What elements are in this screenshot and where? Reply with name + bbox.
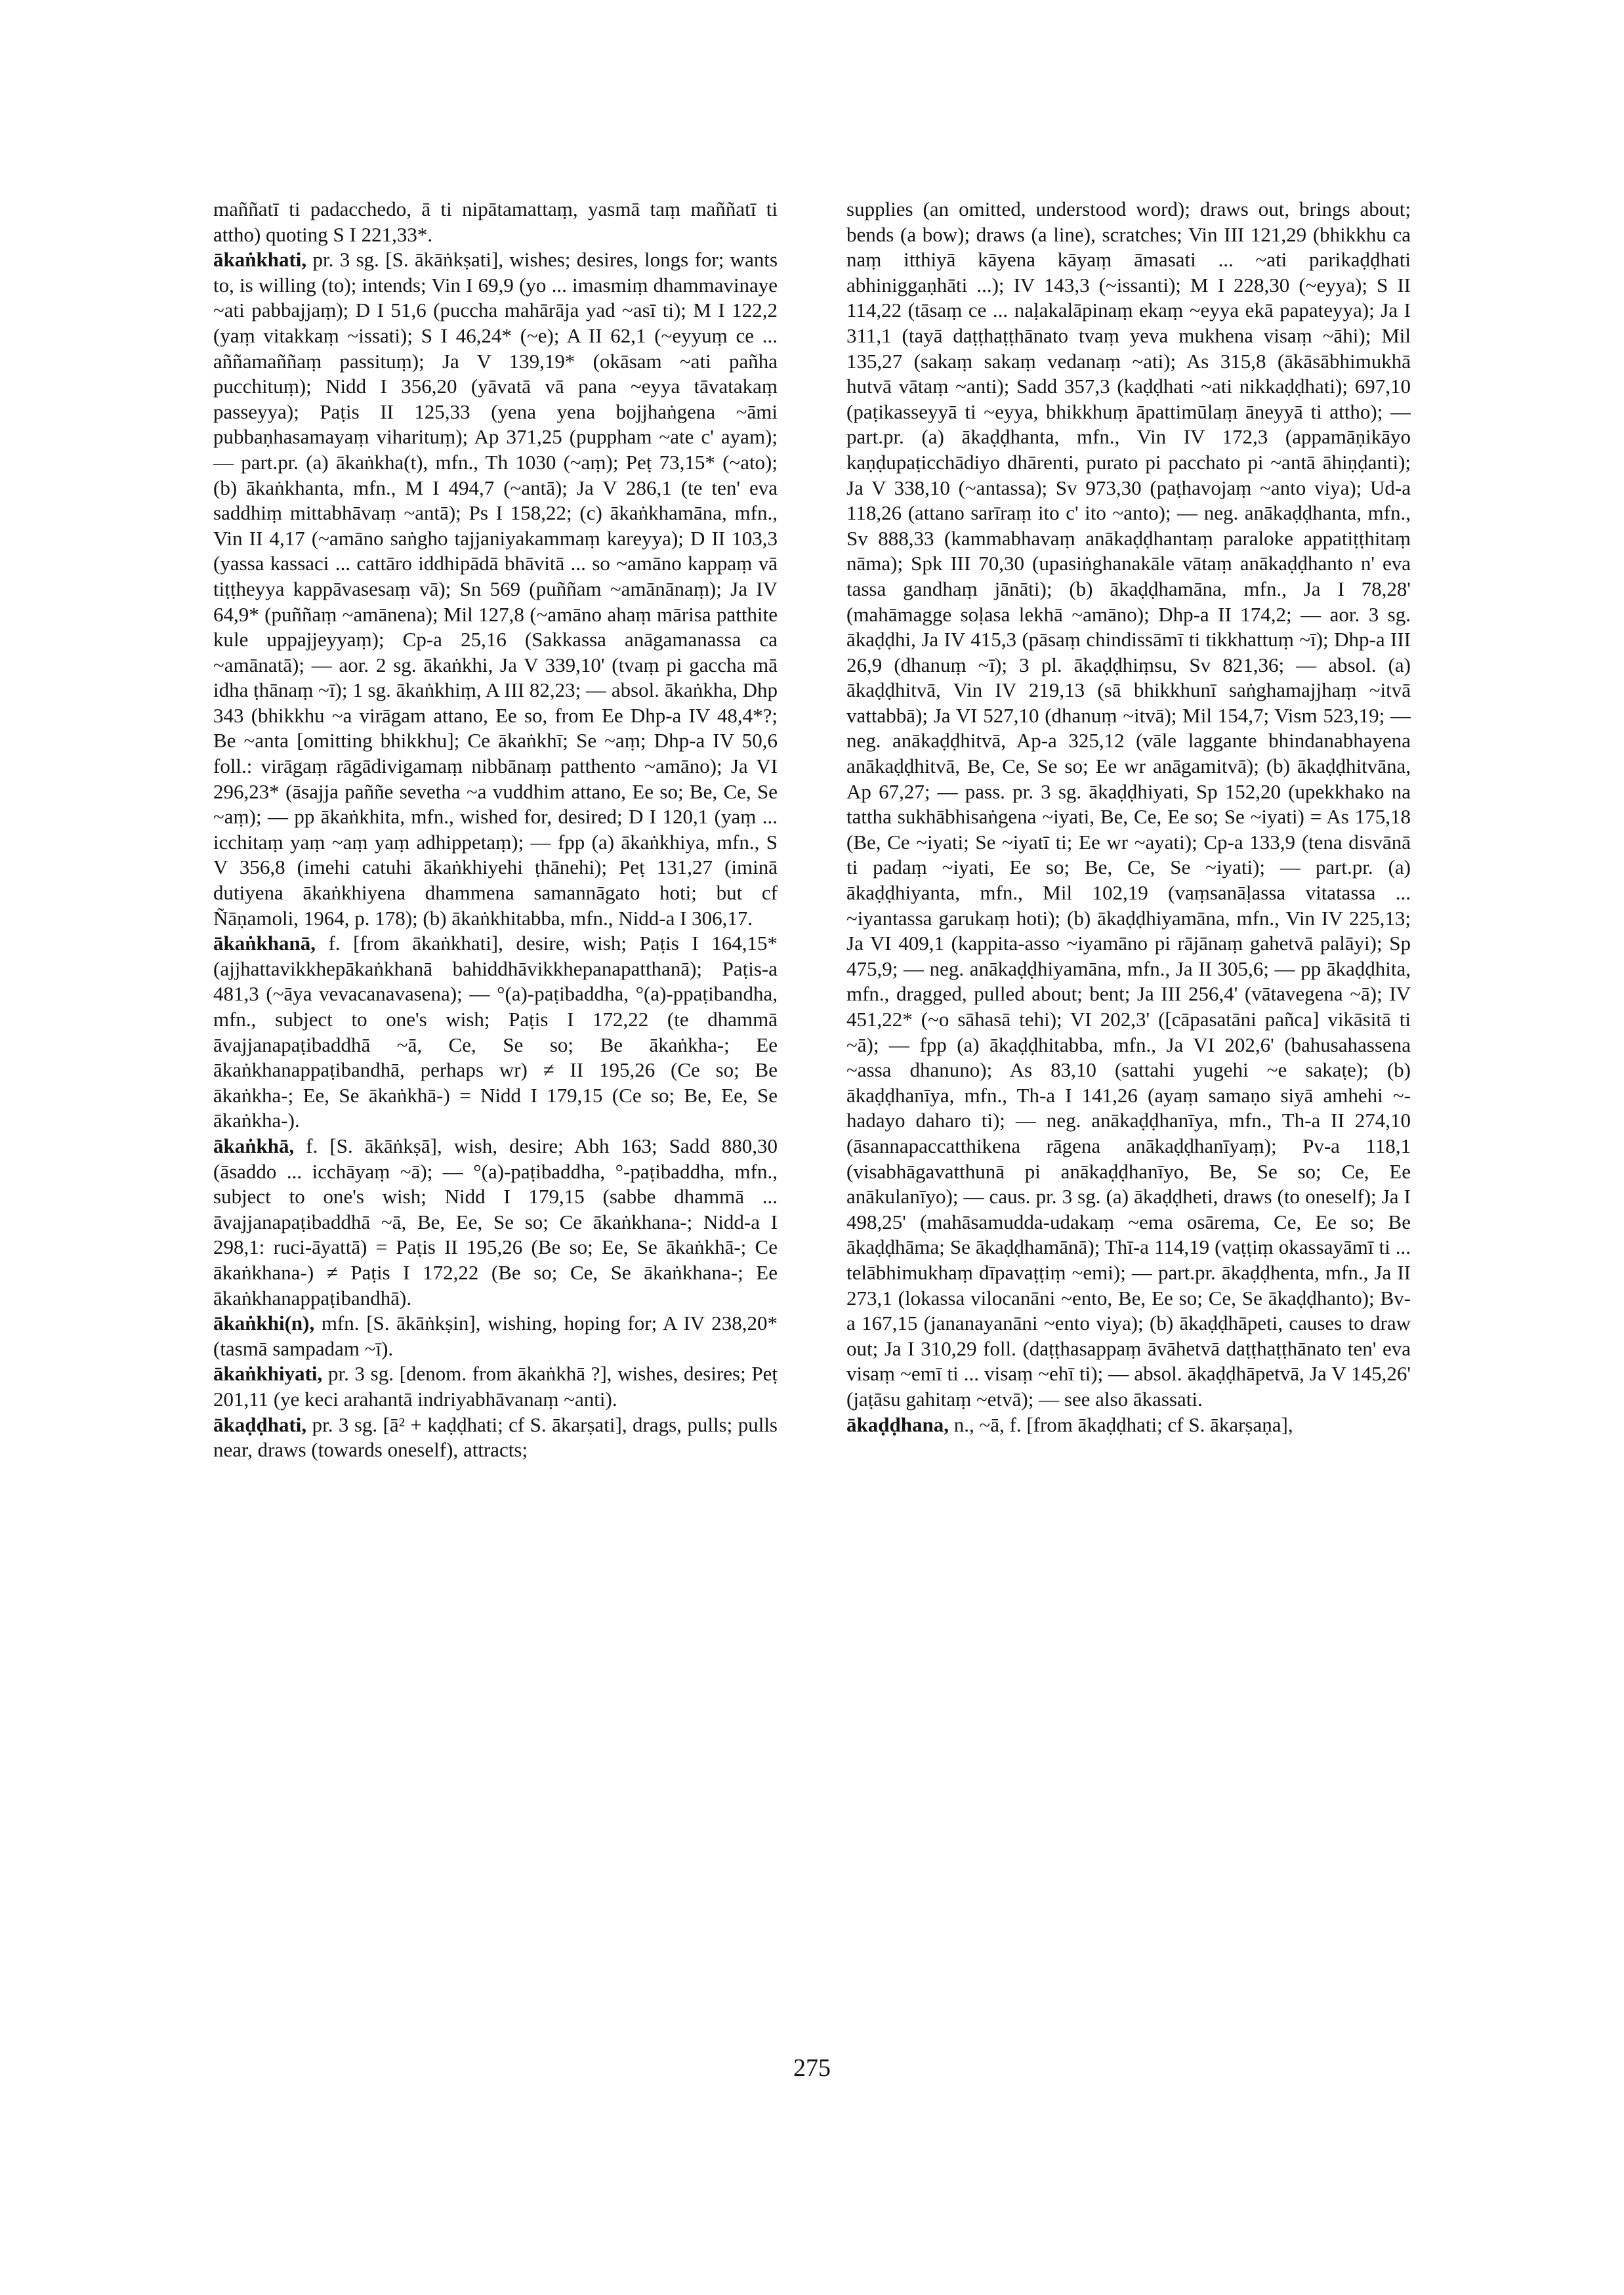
entry-headword: ākaṅkhati, xyxy=(213,248,307,272)
dictionary-entry xyxy=(213,247,778,931)
entry-body: supplies (an omitted, understood word); draws out, brings about; bends (a bow); draws (a line), scratches; Vin III 121,29 (bhikkhu ca naṃ itthiyā kāyena kāyaṃ āmasati ... ~ati parikaḍḍhati abhiniggaṇhāti ...); IV 143,3 (~issanti); M I 228,30 (~eyya); S II 114,22 (tāsaṃ ce ... naḷakalāpinaṃ ekaṃ ~eyya ekā papateyya); Ja I 311,1 (tayā daṭṭhaṭṭhānato tvaṃ yeva mukhena visaṃ ~āhi); Mil 135,27 (sakaṃ sakaṃ vedanaṃ ~ati); As 315,8 (ākāsābhimukhā hutvā vātaṃ ~anti); Sadd 357,3 (kaḍḍhati ~ati nikkaḍḍhati); 697,10 (paṭikasseyyā ti ~eyya, bhikkhuṃ āpattimūlaṃ āneyyā ti attho); — part.pr. (a) ākaḍḍhanta, mfn., Vin IV 172,3 (appamāṇikāyo kaṇḍupaṭicchādiyo dhārenti, purato pi pacchato pi ~antā āhiṇḍanti); Ja V 338,10 (~antassa); Sv 973,30 (paṭhavojaṃ ~anto viya); Ud-a 118,26 (attano sarīraṃ ito c' ito ~anto); — neg. anākaḍḍhanta, mfn., Sv 888,33 (kammabhavaṃ anākaḍḍhantaṃ paraloke appatiṭṭhitaṃ nāma); Spk III 70,30 (upasiṅghanakāle vātaṃ anākaḍḍhanto n' eva tassa gandhaṃ jānāti); (b) ākaḍḍhamāna, mfn., Ja I 78,28' (mahāmagge soḷasa lekhā ~amāno); Dhp-a II 174,2; — aor. 3 sg. ākaḍḍhi, Ja IV 415,3 (pāsaṃ chindissāmī ti tikkhattuṃ ~ī); Dhp-a III 26,9 (dhanuṃ ~ī); 3 pl. ākaḍḍhiṃsu, Sv 821,36; — absol. (a) ākaḍḍhitvā, Vin IV 219,13 (sā bhikkhunī saṅghamajjhaṃ ~itvā vattabbā); Ja VI 527,10 (dhanuṃ ~itvā); Mil 154,7; Vism 523,19; — neg. anākaḍḍhitvā, Ap-a 325,12 (vāle laggante bhindanabhayena anākaḍḍhitvā, Be, Ce, Se so; Ee wr anāgamitvā); (b) ākaḍḍhitvāna, Ap 67,27; — pass. pr. 3 sg. ākaḍḍhiyati, Sp 152,20 (upekkhako na tattha sukhābhisaṅgena ~iyati, Be, Ce, Ee so; Se ~iyati) = As 175,18 (Be, Ce ~iyati; Se ~iyatī ti; Ee wr ~ayati); Cp-a 133,9 (tena disvānā ti padaṃ ~iyati, Ee so; Be, Ce, Se ~iyati); — part.pr. (a) ākaḍḍhiyanta, mfn., Mil 102,19 (vaṃsanāḷassa vitatassa ... ~iyantassa garukaṃ hoti); (b) ākaḍḍhiyamāna, mfn., Vin IV 225,13; Ja VI 409,1 (kappita-asso ~iyamāno pi rājānaṃ gahetvā palāyi); Sp 475,9; — neg. anākaḍḍhiyamāna, mfn., Ja II 305,6; — pp ākaḍḍhita, mfn., dragged, pulled about; bent; Ja III 256,4' (vātavegena ~ā); IV 451,22* (~o sāhasā tehi); VI 202,3' ([cāpasatāni pañca] vikāsitā ti ~ā); — fpp (a) ākaḍḍhitabba, mfn., Ja VI 202,6' (bahusahassena ~assa dhanuno); As 83,10 (sattahi yugehi ~e sakaṭe); (b) ākaḍḍhanīya, mfn., Th-a I 141,26 (ayaṃ samaṇo siyā amhehi ~-hadayo daharo ti); — neg. anākaḍḍhanīya, mfn., Th-a II 274,10 (āsannapaccatthikena rāgena anākaḍḍhanīyaṃ); Pv-a 118,1 (visabhāgavatthunā pi anākaḍḍhanīyo, Be, Se so; Ce, Ee anākulanīyo); — caus. pr. 3 sg. (a) ākaḍḍheti, draws (to oneself); Ja I 498,25' (mahāsamudda-udakaṃ ~ema osārema, Ce, Ee so; Be ākaḍḍhāma; Se ākaḍḍhamānā); Thī-a 114,19 (vaṭṭiṃ okassayāmī ti ... telābhimukhaṃ dīpavaṭṭiṃ ~emi); — part.pr. ākaḍḍhenta, mfn., Ja II 273,1 (lokassa vilocanāni ~ento, Be, Ee so; Ce, Se ākaḍḍhanto); Bv-a 167,15 (jananayanāni ~ento viya); (b) ākaḍḍhāpeti, causes to draw out; Ja I 310,29 foll. (daṭṭhasappaṃ āvāhetvā daṭṭhaṭṭhānato ten' eva visaṃ ~emī ti ... visaṃ ~ehī ti); — absol. ākaḍḍhāpetvā, Ja V 145,26' (jaṭāsu gahitaṃ ~etvā); — see also ākassati. xyxy=(846,197,1411,1411)
entry-body: maññatī ti padacchedo, ā ti nipātamattaṃ, yasmā taṃ maññatī ti attho) quoting S I 221,33*. xyxy=(213,197,778,246)
dictionary-entry xyxy=(213,1413,778,1463)
entry-headword: ākaḍḍhati, xyxy=(213,1413,307,1436)
entry-headword: ākaṅkhi(n), xyxy=(213,1312,315,1335)
right-column xyxy=(846,197,1411,1437)
entry-headword: ākaṅkhanā, xyxy=(213,932,316,955)
dictionary-entry xyxy=(846,197,1411,1413)
entry-body: pr. 3 sg. [S. ākāṅkṣati], wishes; desires, longs for; wants to, is willing (to); intends; Vin I 69,9 (yo ... imasmiṃ dhammavinaye ~ati pabbajjaṃ); D I 51,6 (puccha mahārāja yad ~asī ti); M I 122,2 (yaṃ vitakkaṃ ~issati); S I 46,24* (~e); A II 62,1 (~eyyuṃ ce ... aññamaññaṃ passituṃ); Ja V 139,19* (okāsam ~ati pañha pucchituṃ); Nidd I 356,20 (yāvatā vā pana ~eyya tāvatakaṃ passeyya); Paṭis II 125,33 (yena yena bojjhaṅgena ~āmi pubbaṇhasamayaṃ viharituṃ); Ap 371,25 (puppham ~ate c' ayam); — part.pr. (a) ākaṅkha(t), mfn., Th 1030 (~aṃ); Peṭ 73,15* (~ato); (b) ākaṅkhanta, mfn., M I 494,7 (~antā); Ja V 286,1 (te ten' eva saddhiṃ mittabhāvaṃ ~antā); Ps I 158,22; (c) ākaṅkhamāna, mfn., Vin II 4,17 (~amāno saṅgho tajjaniyakammaṃ kareyya); D II 103,3 (yassa kassaci ... cattāro iddhipādā bhāvitā ... so ~amāno kappaṃ vā tiṭṭheyya kappāvasesaṃ vā); Sn 569 (puññam ~amānānaṃ); Ja IV 64,9* (puññaṃ ~amānena); Mil 127,8 (~amāno ahaṃ mārisa patthite kule uppajjeyyaṃ); Cp-a 25,16 (Sakkassa anāgamanassa ca ~amānatā); — aor. 2 sg. ākaṅkhi, Ja V 339,10' (tvaṃ pi gaccha mā idha ṭhānaṃ ~ī); 1 sg. ākaṅkhiṃ, A III 82,23; — absol. ākaṅkha, Dhp 343 (bhikkhu ~a virāgam attano, Ee so, from Ee Dhp-a IV 48,4*?; Be ~anta [omitting bhikkhu]; Ce ākaṅkhī; Se ~aṃ; Dhp-a IV 50,6 foll.: virāgaṃ rāgādivigamaṃ nibbānaṃ patthento ~amāno); Ja VI 296,23* (āsajja paññe sevetha ~a vuddhim attano, Ee so; Be, Ce, Se ~aṃ); — pp ākaṅkhita, mfn., wished for, desired; D I 120,1 (yaṃ ... icchitaṃ yaṃ ~aṃ yaṃ adhippetaṃ); — fpp (a) ākaṅkhiya, mfn., S V 356,8 (imehi catuhi ākaṅkhiyehi ṭhānehi); Peṭ 131,27 (iminā dutiyena ākaṅkhiyena dhammena samannāgato hoti; but cf Ñāṇamoli, 1964, p. 178); (b) ākaṅkhitabba, mfn., Nidd-a I 306,17. xyxy=(213,248,778,930)
entry-body: n., ~ā, f. [from ākaḍḍhati; cf S. ākarṣaṇa], xyxy=(953,1413,1293,1436)
left-column xyxy=(213,197,778,1463)
entry-body: pr. 3 sg. [denom. from ākaṅkhā ?], wishes, desires; Peṭ 201,11 (ye keci arahantā indriyabhāvanaṃ ~anti). xyxy=(213,1362,778,1411)
dictionary-entry xyxy=(846,1413,1411,1438)
dictionary-entry xyxy=(213,1361,778,1412)
page-number: 275 xyxy=(793,2054,831,2082)
entry-body: f. [S. ākāṅkṣā], wish, desire; Abh 163; Sadd 880,30 (āsaddo ... icchāyaṃ ~ā); — °(a)-paṭibaddha, °-paṭibaddha, mfn., subject to one's wish; Nidd I 179,15 (sabbe dhammā ... āvajjanapaṭibaddhā ~ā, Be, Ee, Se so; Ce ākaṅkhana-; Nidd-a I 298,1: ruci-āyattā) = Paṭis II 195,26 (Be so; Ee, Se ākaṅkhā-; Ce ākaṅkhana-) ≠ Paṭis I 172,22 (Be so; Ce, Se ākaṅkhana-; Ee ākaṅkhanappaṭibandhā). xyxy=(213,1134,778,1310)
dictionary-entry xyxy=(213,197,778,247)
entry-body: mfn. [S. ākāṅkṣin], wishing, hoping for; A IV 238,20* (tasmā sampadam ~ī). xyxy=(213,1312,778,1360)
entry-headword: ākaṅkhiyati, xyxy=(213,1362,323,1386)
dictionary-entry xyxy=(213,1134,778,1311)
entry-body: f. [from ākaṅkhati], desire, wish; Paṭis I 164,15* (ajjhattavikkhepākaṅkhanā bahiddhāvikkhepanapatthanā); Paṭis-a 481,3 (~āya vevacanavasena); — °(a)-paṭibaddha, °(a)-ppaṭibandha, mfn., subject to one's wish; Paṭis I 172,22 (te dhammā āvajjanapaṭibaddhā ~ā, Ce, Se so; Be ākaṅkha-; Ee ākaṅkhanappaṭibandhā, perhaps wr) ≠ II 195,26 (Ce so; Be ākaṅkha-; Ee, Se ākaṅkhā-) = Nidd I 179,15 (Ce so; Be, Ee, Se ākaṅkha-). xyxy=(213,932,778,1132)
entry-headword: ākaṅkhā, xyxy=(213,1134,295,1157)
entry-body: pr. 3 sg. [ā² + kaḍḍhati; cf S. ākarṣati], drags, pulls; pulls near, draws (towards oneself), attracts; xyxy=(213,1413,778,1462)
dictionary-entry xyxy=(213,1311,778,1361)
dictionary-entry xyxy=(213,931,778,1134)
entry-headword: ākaḍḍhana, xyxy=(846,1413,949,1436)
